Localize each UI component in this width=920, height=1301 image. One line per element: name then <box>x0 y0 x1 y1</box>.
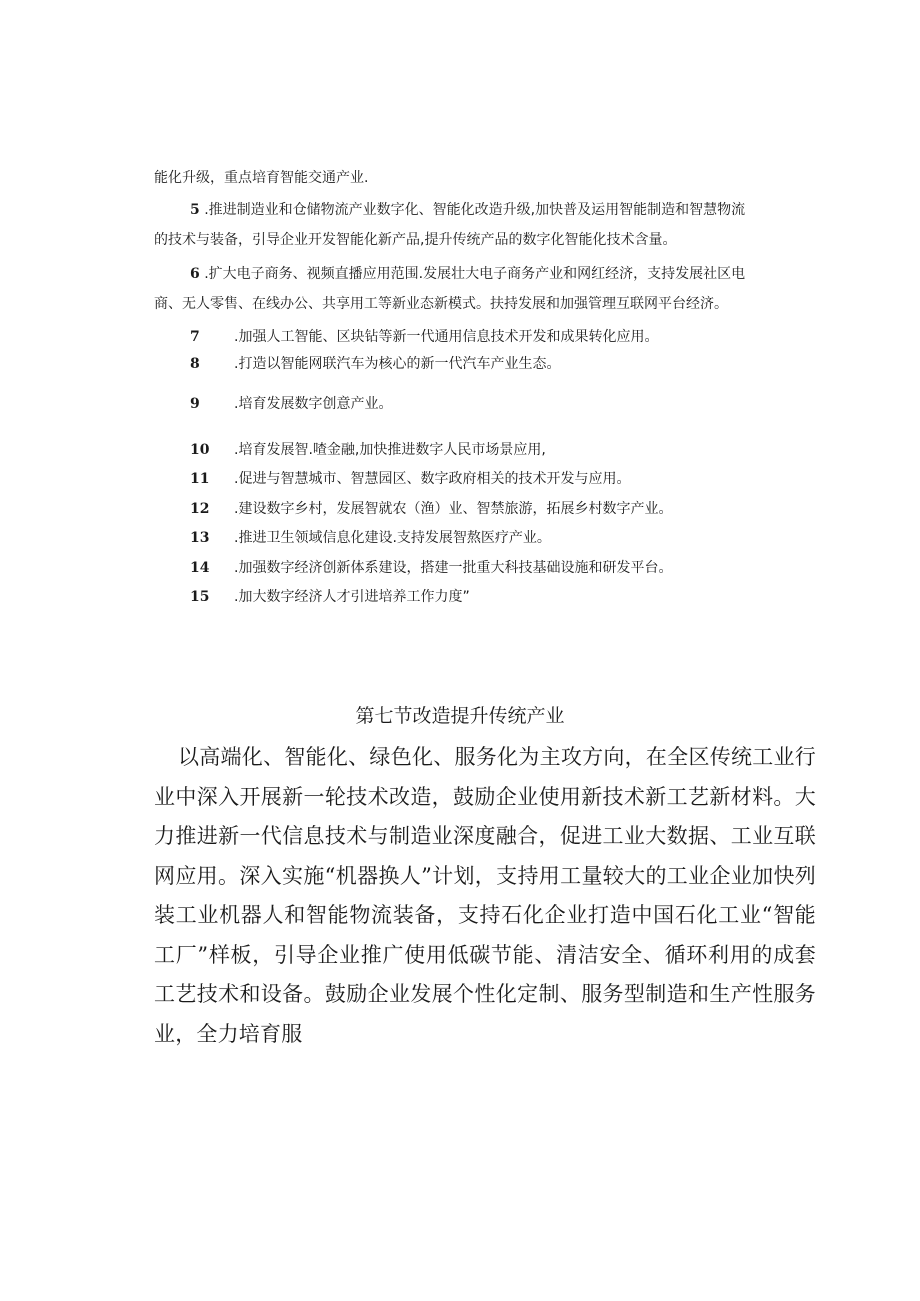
list-item-text: .建设数字乡村，发展智就农（渔）业、智禁旅游，拓展乡村数字产业。 <box>234 501 673 517</box>
list-item-14 <box>190 556 672 580</box>
list-item-line <box>154 262 834 286</box>
list-item-line: 的技术与装备，引导企业开发智能化新产品,提升传统产品的数字化智能化技术含量。 <box>154 232 677 248</box>
list-item-text: .加大数字经济人才引进培养工作力度” <box>234 589 470 605</box>
section-heading: 第七节改造提升传统产业 <box>355 705 565 727</box>
list-item-6 <box>154 262 834 316</box>
list-item-number: 6 <box>190 266 200 282</box>
list-item-number: 7 <box>190 329 200 345</box>
list-item-number: 8 <box>190 356 200 372</box>
list-item-number: 15 <box>190 589 210 605</box>
list-item-11 <box>190 467 630 491</box>
list-item-line <box>154 198 834 222</box>
list-item-number: 12 <box>190 501 210 517</box>
list-item-13 <box>190 526 551 550</box>
list-item-number: 9 <box>190 396 200 412</box>
list-item-7 <box>190 325 658 349</box>
list-item-text: .加强人工智能、区块钻等新一代通用信息技术开发和成果转化应用。 <box>234 329 659 345</box>
list-item-line: 商、无人零售、在线办公、共享用工等新业态新模式。扶持发展和加强管理互联网平台经济。 <box>154 296 728 312</box>
list-item-text: .推进卫生领域信息化建设.支持发展智熬医疗产业。 <box>234 530 551 546</box>
list-item-10 <box>190 438 546 462</box>
lead-line: 能化升级，重点培育智能交通产业. <box>154 170 369 186</box>
section-body-paragraph: 以高端化、智能化、绿色化、服务化为主攻方向，在全区传统工业行业中深入开展新一轮技术改造，鼓励企业使用新技术新工艺新材料。大力推进新一代信息技术与制造业深度融合，促进工业大数据、工业互联网应用。深入实施“机器换人”计划，支持用工量较大的工业企业加快列装工业机器人和智能物流装备，支持石化企业打造中国石化工业“智能工厂”样板，引导企业推广使用低碳节能、清洁安全、循环利用的成套工艺技术和设备。鼓励企业发展个性化定制、服务型制造和生产性服务业，全力培育服 <box>154 745 816 1046</box>
list-item-text: .促进与智慧城市、智慧园区、数字政府相关的技术开发与应用。 <box>234 471 631 487</box>
list-item-15 <box>190 585 470 609</box>
list-item-5 <box>154 198 834 252</box>
list-item-number: 11 <box>190 471 210 487</box>
list-item-number: 13 <box>190 530 210 546</box>
list-item-text: .加强数字经济创新体系建设，搭建一批重大科技基础设施和研发平台。 <box>234 560 673 576</box>
list-item-12 <box>190 497 672 521</box>
list-item-8 <box>190 352 560 376</box>
list-item-text: .培育发展数字创意产业。 <box>234 396 393 412</box>
list-item-number: 14 <box>190 560 210 576</box>
list-item-text: .推进制造业和仓储物流产业数字化、智能化改造升级,加快普及运用智能制造和智慧物流 <box>199 202 746 218</box>
list-item-text: .扩大电子商务、视频直播应用范围.发展壮大电子商务产业和网红经济，支持发展社区电 <box>199 266 746 282</box>
list-item-9 <box>190 392 392 416</box>
list-item-number: 10 <box>190 442 210 458</box>
list-item-text: .打造以智能网联汽车为核心的新一代汽车产业生态。 <box>234 356 561 372</box>
list-item-number: 5 <box>190 202 200 218</box>
list-item-text: .培育发展智.喳金融,加快推进数字人民市场景应用, <box>234 442 546 458</box>
